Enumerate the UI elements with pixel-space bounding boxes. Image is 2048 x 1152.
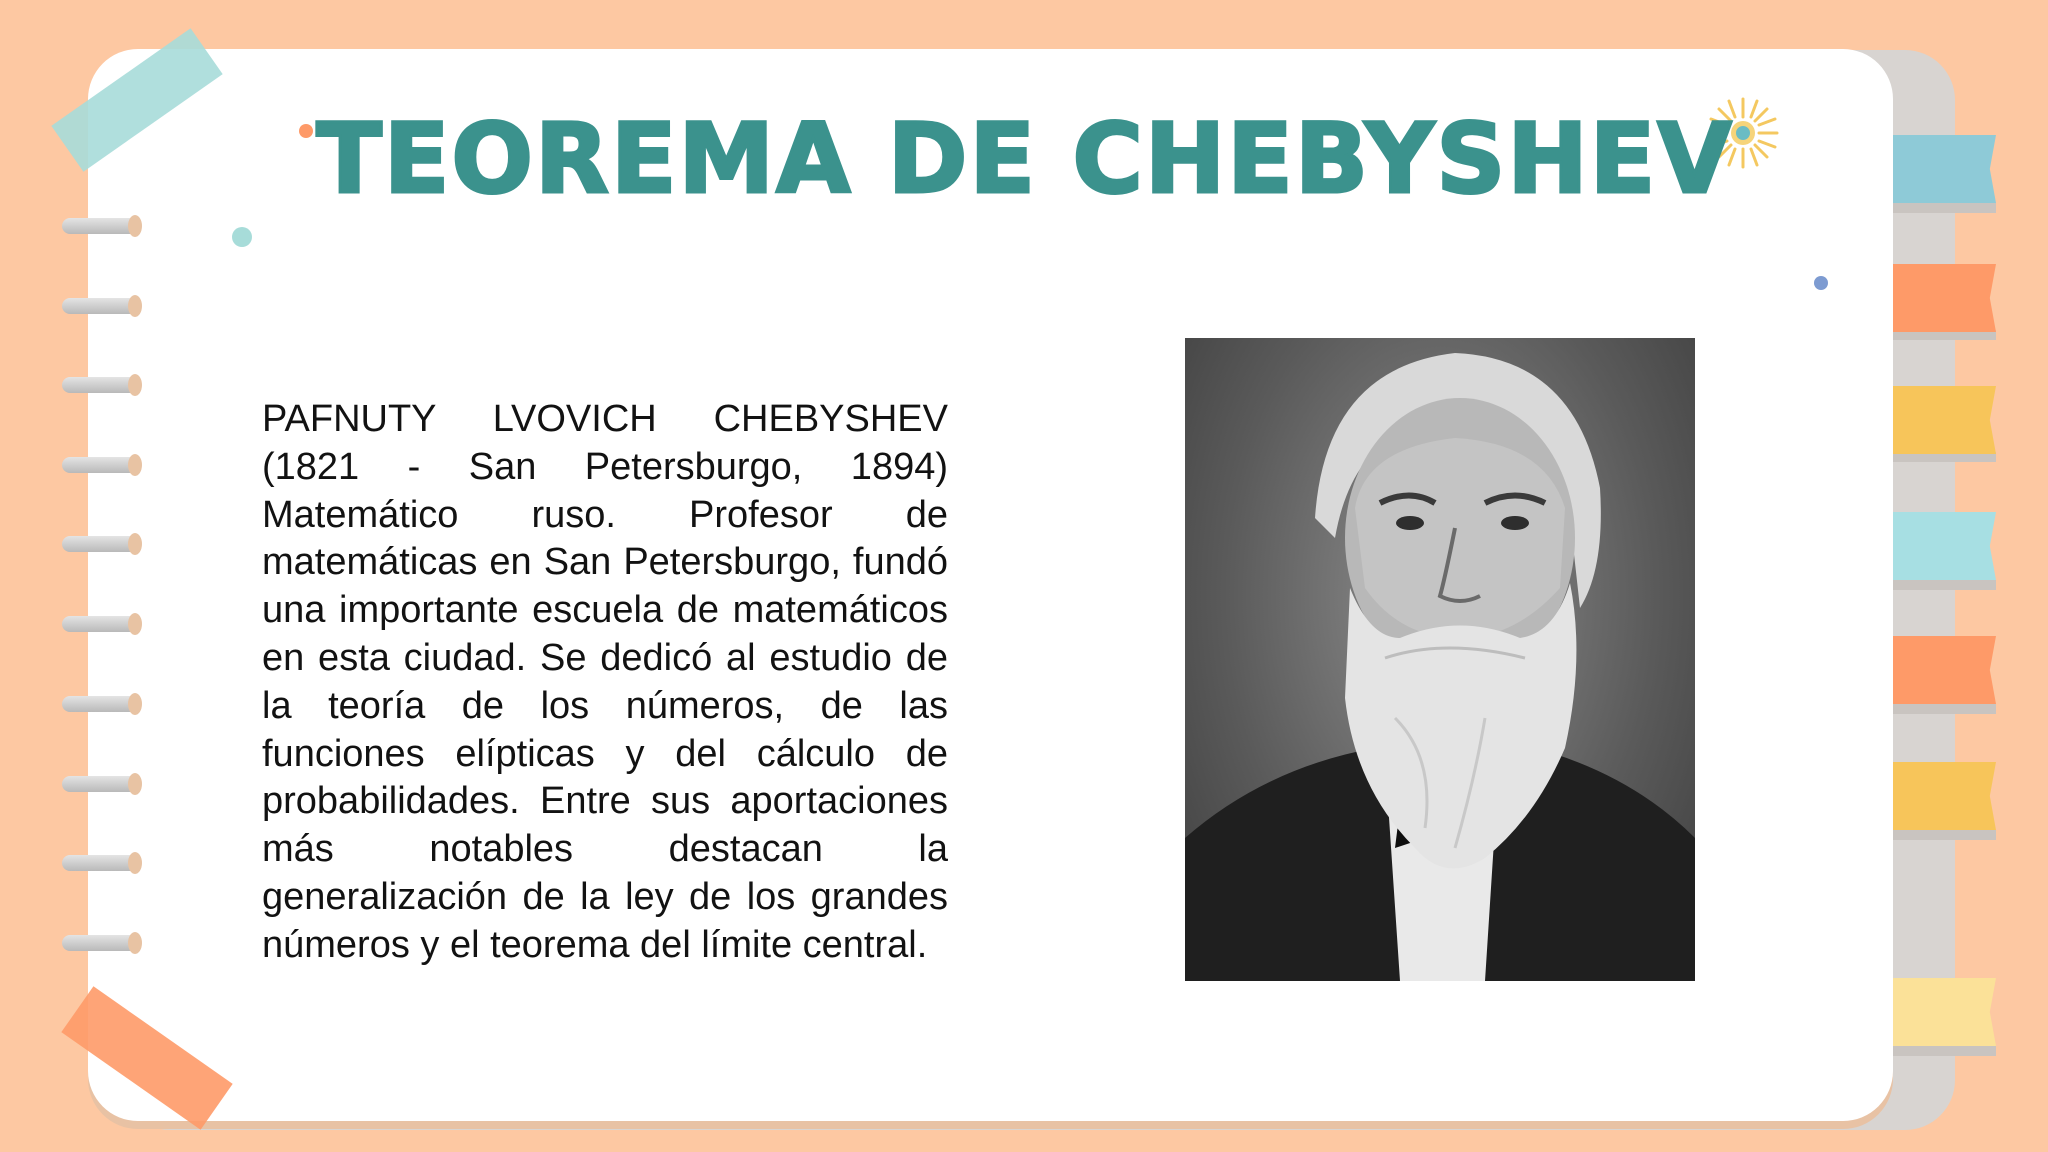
notebook-ring-icon [62,218,138,234]
decor-dot [1814,276,1828,290]
notebook-ring-icon [62,298,138,314]
index-tab [1893,386,1996,454]
decor-dot [232,227,252,247]
notebook-ring-icon [62,457,138,473]
notebook-ring-icon [62,696,138,712]
notebook-ring-icon [62,855,138,871]
notebook-ring-icon [62,776,138,792]
index-tab [1893,762,1996,830]
notebook-ring-icon [62,935,138,951]
page-title: TEOREMA DE CHEBYSHEV [316,103,1734,215]
notebook-ring-icon [62,377,138,393]
index-tab [1893,135,1996,203]
portrait-image [1185,338,1695,981]
notebook-ring-icon [62,616,138,632]
index-tab [1893,512,1996,580]
notebook-ring-icon [62,536,138,552]
index-tab [1893,978,1996,1046]
biography-text: PAFNUTY LVOVICH CHEBYSHEV (1821 - San Petersburgo, 1894) Matemático ruso. Profesor de matemáticas en San Petersburgo, fundó una importante escuela de matemáticos en esta ciudad. Se dedicó al estudio de la teoría de los números, de las funciones elípticas y del cálculo de probabilidades. Entre sus aportaciones más notables destacan la generalización de la ley de los grandes números y el teorema del límite central. [262,398,948,966]
index-tab [1893,264,1996,332]
index-tab [1893,636,1996,704]
